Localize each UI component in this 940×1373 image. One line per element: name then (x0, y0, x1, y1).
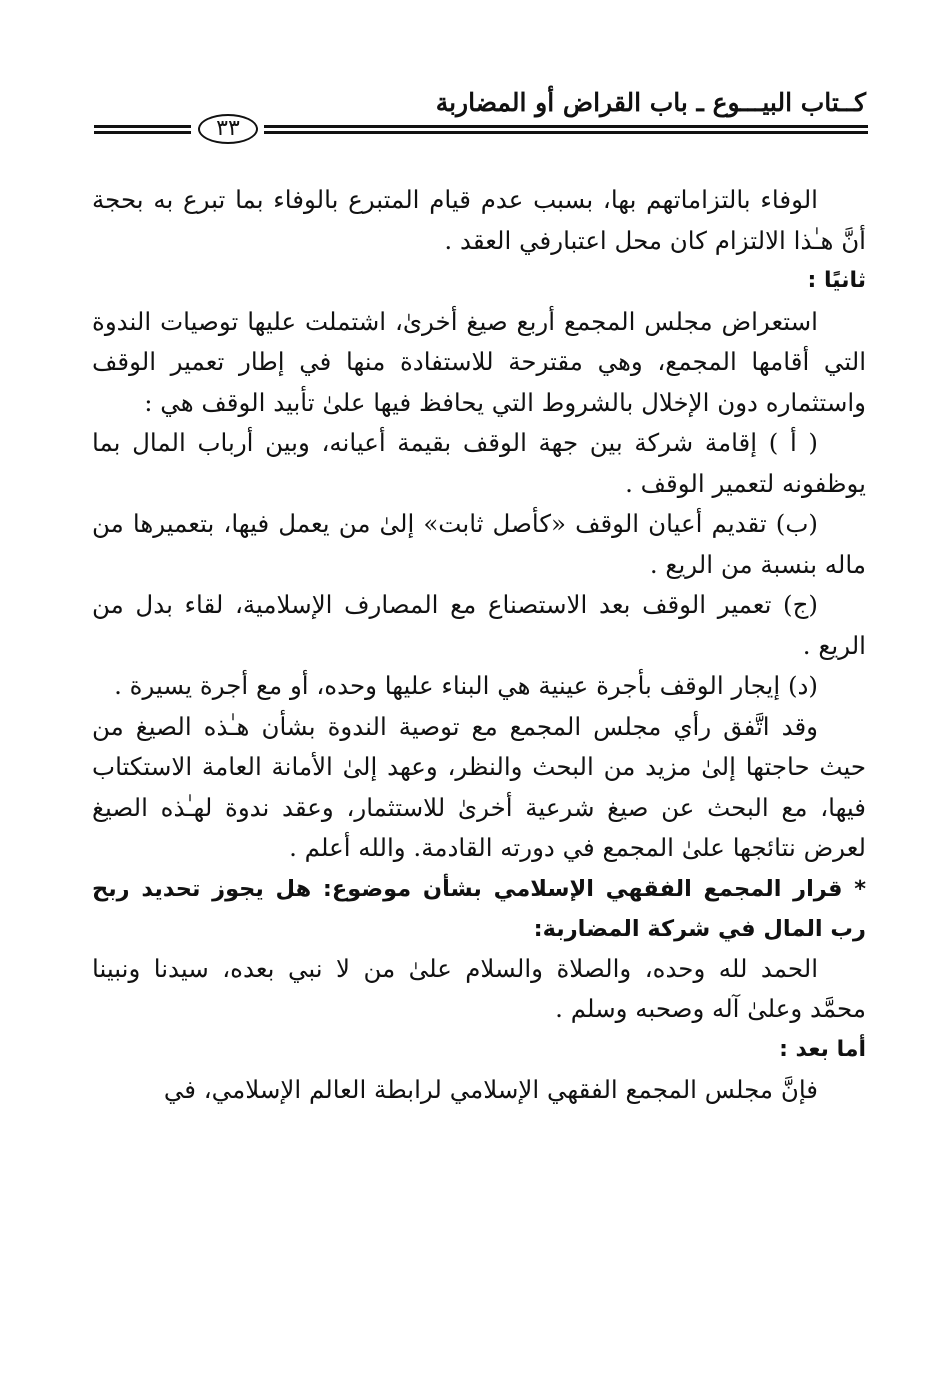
item-a: ( أ ) إقامة شركة بين جهة الوقف بقيمة أعيانه، وبين أرباب المال بما يوظفونه لتعمير الوقف . (92, 428, 866, 498)
paragraph-3: وقد اتَّفق رأي مجلس المجمع مع توصية الندوة بشأن هـٰذه الصيغ من حيث حاجتها إلىٰ مزيد من البحث والنظر، وعهد إلىٰ الأمانة العامة الاستكتاب فيها، مع البحث عن صيغ شرعية أخرىٰ للاستثمار، وعقد ندوة لهـٰذه الصيغ لعرض نتائجها علىٰ المجمع في دورته القادمة. والله أعلم . (92, 711, 866, 862)
amma-label: أما بعد : (779, 1036, 866, 1062)
resolution-heading: * قرار المجمع الفقهي الإسلامي بشأن موضوع: هل يجوز تحديد ربح رب المال في شركة المضاربة: (92, 875, 866, 942)
paragraph-4: الحمد لله وحده، والصلاة والسلام علىٰ من لا نبي بعده، سيدنا ونبينا محمَّد وعلىٰ آله وصحبه وسلم . (92, 953, 866, 1023)
header-rule (94, 114, 868, 146)
header-rule-left (94, 125, 191, 134)
item-b: (ب) تقديم أعيان الوقف «كأصل ثابت» إلىٰ من يعمل فيها، بتعميرها من ماله بنسبة من الريع . (92, 509, 866, 579)
second-label: ثانيًا : (807, 268, 866, 293)
running-title: كــتاب البيـــوع ـ باب القراض أو المضاربة (435, 88, 866, 117)
paragraph-1: الوفاء بالتزاماتهم بها، بسبب عدم قيام المتبرع بالوفاء بما تبرع به بحجة أنَّ هـٰذا الالتزام كان محل اعتبارفي العقد . (92, 185, 866, 255)
body-text (92, 180, 866, 1111)
paragraph-5: فإنَّ مجلس المجمع الفقهي الإسلامي لرابطة العالم الإسلامي، في (163, 1075, 818, 1104)
header-rule-right (264, 125, 868, 134)
page-number: ٣٣ (198, 114, 258, 144)
item-d: (د) إيجار الوقف بأجرة عينية هي البناء عليها وحده، أو مع أجرة يسيرة . (114, 671, 818, 700)
paragraph-2: استعراض مجلس المجمع أربع صيغ أخرىٰ، اشتملت عليها توصيات الندوة التي أقامها المجمع، وهي مقترحة للاستفادة منها في إطار تعمير الوقف واستثماره دون الإخلال بالشروط التي يحافظ فيها علىٰ تأبيد الوقف هي : (92, 306, 866, 417)
item-c: (ج) تعمير الوقف بعد الاستصناع مع المصارف الإسلامية، لقاء بدل من الريع . (92, 590, 866, 660)
